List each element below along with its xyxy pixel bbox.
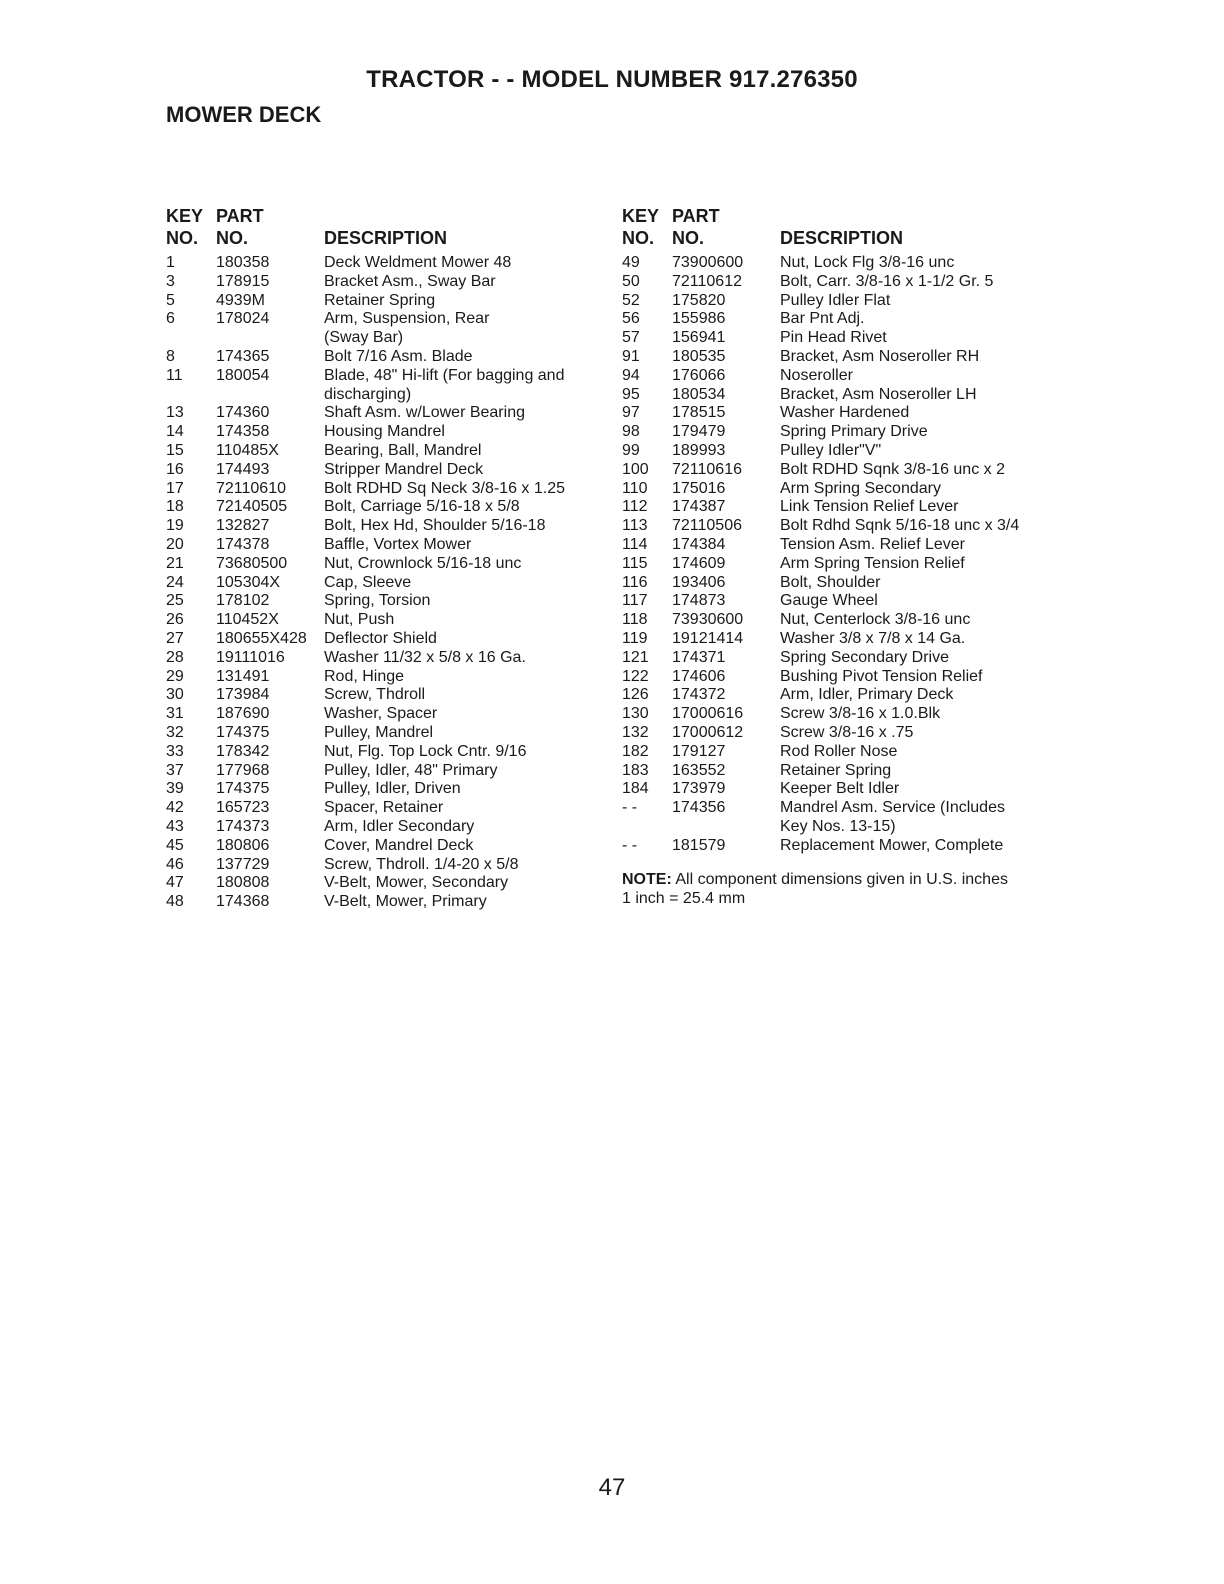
section-title: MOWER DECK	[166, 102, 322, 127]
table-row	[166, 292, 606, 311]
page-title: TRACTOR - - MODEL NUMBER 917.276350	[366, 66, 858, 93]
header-part: PART	[672, 206, 720, 226]
description: Nut, Push	[324, 611, 395, 629]
description: Bracket, Asm Noseroller RH	[780, 347, 980, 365]
key-no: 13	[166, 404, 184, 422]
description: Cap, Sleeve	[324, 573, 412, 591]
description: Arm, Idler Secondary	[324, 817, 475, 835]
key-no: 33	[166, 742, 184, 760]
key-no: 11	[166, 366, 183, 384]
key-no: 113	[622, 517, 648, 535]
key-no: 110	[622, 479, 648, 497]
description: Gauge Wheel	[780, 592, 878, 610]
table-row	[622, 592, 1062, 611]
table-row	[622, 423, 1062, 442]
table-row	[166, 686, 606, 705]
key-no: 21	[166, 554, 184, 572]
part-no: 165723	[216, 799, 270, 817]
part-no: 73680500	[216, 554, 288, 572]
key-no: 91	[622, 347, 640, 365]
description: Screw 3/8-16 x .75	[780, 723, 914, 741]
table-row	[166, 480, 606, 499]
part-no: 180808	[216, 874, 270, 892]
part-no: 174606	[672, 667, 726, 685]
part-no: 178342	[216, 742, 270, 760]
key-no: 117	[622, 592, 648, 610]
table-row	[166, 536, 606, 555]
description: Bolt, Hex Hd, Shoulder 5/16-18	[324, 517, 546, 535]
header-key: KEY	[166, 206, 204, 226]
key-no: 119	[622, 629, 648, 647]
part-no	[216, 329, 324, 348]
description: Bolt 7/16 Asm. Blade	[324, 347, 473, 365]
parts-list-left	[166, 254, 606, 912]
key-no: 18	[166, 498, 184, 516]
description: Spring, Torsion	[324, 592, 431, 610]
description: Retainer Spring	[780, 761, 892, 779]
column-header	[166, 206, 606, 254]
description: Keeper Belt Idler	[780, 780, 900, 798]
key-no: 6	[166, 310, 175, 328]
table-row	[622, 254, 1062, 273]
part-no: 177968	[216, 761, 270, 779]
description: Pulley Idler"V"	[780, 441, 882, 459]
part-no	[672, 818, 780, 837]
table-row	[622, 310, 1062, 329]
table-row	[622, 574, 1062, 593]
key-no: 115	[622, 554, 648, 572]
key-no: 1	[166, 254, 175, 271]
part-no: 73900600	[672, 254, 744, 271]
key-no: 31	[166, 705, 184, 723]
key-no: 118	[622, 611, 648, 629]
part-no: 131491	[216, 667, 270, 685]
key-no: 48	[166, 893, 184, 911]
table-row	[622, 292, 1062, 311]
part-no: 181579	[672, 836, 726, 854]
part-no: 105304X	[216, 573, 281, 591]
table-row	[622, 780, 1062, 799]
key-no: 8	[166, 347, 175, 365]
part-no: 174358	[216, 423, 270, 441]
key-no: 183	[622, 761, 649, 779]
key-no: 27	[166, 629, 184, 647]
description: Retainer Spring	[324, 291, 436, 309]
description: Bearing, Ball, Mandrel	[324, 441, 482, 459]
part-no: 174375	[216, 780, 270, 798]
description: Pulley, Mandrel	[324, 723, 434, 741]
part-no: 174609	[672, 554, 726, 572]
table-row	[622, 837, 1062, 856]
key-no: 184	[622, 780, 649, 798]
part-no: 175820	[672, 291, 726, 309]
part-no: 137729	[216, 855, 270, 873]
part-no: 178515	[672, 404, 726, 422]
page-number: 47	[598, 1474, 626, 1501]
key-no: 52	[622, 291, 640, 309]
part-no: 174360	[216, 404, 270, 422]
description: Cover, Mandrel Deck	[324, 836, 474, 854]
table-row	[622, 724, 1062, 743]
table-row	[166, 517, 606, 536]
part-no: 174378	[216, 535, 270, 553]
key-no: 46	[166, 855, 184, 873]
parts-list-right	[622, 254, 1062, 856]
table-row	[622, 668, 1062, 687]
description: Washer 3/8 x 7/8 x 14 Ga.	[780, 629, 966, 647]
part-no: 174375	[216, 723, 270, 741]
table-row	[166, 724, 606, 743]
part-no: 193406	[672, 573, 726, 591]
table-row	[166, 611, 606, 630]
header-description: DESCRIPTION	[780, 228, 904, 248]
table-row	[622, 555, 1062, 574]
description: Stripper Mandrel Deck	[324, 460, 484, 478]
table-row	[166, 404, 606, 423]
key-no: - -	[622, 799, 638, 817]
part-no: 72140505	[216, 498, 288, 516]
key-no: 126	[622, 686, 649, 704]
description: Bolt RDHD Sq Neck 3/8-16 x 1.25	[324, 479, 565, 497]
part-no: 17000616	[672, 705, 744, 723]
description: Arm Spring Secondary	[780, 479, 941, 497]
description: Pulley Idler Flat	[780, 291, 891, 309]
description: Replacement Mower, Complete	[780, 836, 1004, 854]
part-no: 174372	[672, 686, 726, 704]
description: Spacer, Retainer	[324, 799, 444, 817]
part-no: 110485X	[216, 441, 279, 459]
parts-column-right	[622, 206, 1062, 908]
part-no: 72110616	[672, 460, 742, 478]
table-row	[166, 630, 606, 649]
key-no: 121	[622, 648, 649, 666]
key-no	[166, 329, 216, 348]
table-row	[166, 348, 606, 367]
part-no: 178915	[216, 272, 270, 290]
key-no: 26	[166, 611, 184, 629]
description: V-Belt, Mower, Primary	[324, 893, 487, 911]
description: Rod Roller Nose	[780, 742, 898, 760]
table-row	[622, 517, 1062, 536]
description: Pulley, Idler, 48" Primary	[324, 761, 498, 779]
key-no: 182	[622, 742, 649, 760]
description: Bolt, Carr. 3/8-16 x 1-1/2 Gr. 5	[780, 272, 994, 290]
note-conversion: 1 inch = 25.4 mm	[622, 889, 746, 907]
description: Noseroller	[780, 366, 853, 384]
key-no: 56	[622, 310, 640, 328]
part-no: 179479	[672, 423, 726, 441]
key-no: 39	[166, 780, 184, 798]
description: Washer, Spacer	[324, 705, 438, 723]
part-no: 72110506	[672, 517, 742, 535]
part-no: 110452X	[216, 611, 279, 629]
header-part: PART	[216, 206, 264, 226]
table-row	[622, 367, 1062, 386]
description: Tension Asm. Relief Lever	[780, 535, 965, 553]
part-no	[216, 386, 324, 405]
description: Mandrel Asm. Service (Includes	[780, 799, 1005, 817]
table-row	[166, 329, 606, 348]
table-row	[166, 555, 606, 574]
key-no: 94	[622, 366, 640, 384]
key-no: 28	[166, 648, 184, 666]
description: discharging)	[324, 385, 412, 403]
table-row	[622, 480, 1062, 499]
table-row	[166, 705, 606, 724]
part-no: 72110612	[672, 272, 742, 290]
table-row	[166, 799, 606, 818]
table-row	[166, 273, 606, 292]
table-row	[166, 461, 606, 480]
part-no: 19121414	[672, 629, 744, 647]
key-no: 25	[166, 592, 184, 610]
part-no: 174356	[672, 799, 726, 817]
key-no: 5	[166, 291, 175, 309]
note	[622, 870, 1062, 908]
description: Nut, Lock Flg 3/8-16 unc	[780, 254, 955, 271]
key-no: 98	[622, 423, 640, 441]
description: Baffle, Vortex Mower	[324, 535, 472, 553]
part-no: 174384	[672, 535, 726, 553]
part-no: 180534	[672, 385, 726, 403]
table-row	[622, 386, 1062, 405]
table-row	[166, 762, 606, 781]
table-row	[622, 461, 1062, 480]
part-no: 4939M	[216, 291, 265, 309]
description: Nut, Crownlock 5/16-18 unc	[324, 554, 522, 572]
key-no: 57	[622, 329, 640, 347]
key-no: 32	[166, 723, 184, 741]
part-no: 189993	[672, 441, 726, 459]
key-no: 122	[622, 667, 649, 685]
description: Bolt, Shoulder	[780, 573, 881, 591]
table-row	[622, 743, 1062, 762]
description: Screw, Thdroll. 1/4-20 x 5/8	[324, 855, 519, 873]
key-no: 100	[622, 460, 649, 478]
key-no: 47	[166, 874, 184, 892]
table-row	[166, 367, 606, 386]
key-no: 45	[166, 836, 184, 854]
part-no: 174873	[672, 592, 726, 610]
description: Bolt RDHD Sqnk 3/8-16 unc x 2	[780, 460, 1005, 478]
table-row	[166, 254, 606, 273]
table-row	[166, 668, 606, 687]
description: Bracket, Asm Noseroller LH	[780, 385, 977, 403]
part-no: 180054	[216, 366, 270, 384]
part-no: 180535	[672, 347, 726, 365]
description: Link Tension Relief Lever	[780, 498, 959, 516]
key-no: 19	[166, 517, 184, 535]
table-row	[622, 442, 1062, 461]
part-no: 156941	[672, 329, 726, 347]
table-row	[166, 893, 606, 912]
description: Nut, Flg. Top Lock Cntr. 9/16	[324, 742, 527, 760]
note-label: NOTE:	[622, 870, 672, 888]
description: Deck Weldment Mower 48	[324, 254, 512, 271]
table-row	[166, 856, 606, 875]
table-row	[622, 348, 1062, 367]
description: Deflector Shield	[324, 629, 437, 647]
header-part-no: NO.	[216, 228, 249, 248]
key-no	[166, 386, 216, 405]
part-no: 72110610	[216, 479, 286, 497]
description: Pulley, Idler, Driven	[324, 780, 461, 798]
description: Blade, 48" Hi-lift (For bagging and	[324, 366, 565, 384]
description: Housing Mandrel	[324, 423, 445, 441]
part-no: 174371	[672, 648, 726, 666]
part-no: 180655X428	[216, 629, 307, 647]
header-key-no: NO.	[166, 228, 199, 248]
key-no: 132	[622, 723, 649, 741]
key-no: 43	[166, 817, 184, 835]
part-no: 174365	[216, 347, 270, 365]
table-row	[166, 442, 606, 461]
key-no: 17	[166, 479, 184, 497]
part-no: 179127	[672, 742, 726, 760]
header-part-no: NO.	[672, 228, 705, 248]
table-row	[166, 574, 606, 593]
parts-column-left	[166, 206, 606, 912]
description: Screw, Thdroll	[324, 686, 426, 704]
key-no: 49	[622, 254, 640, 271]
table-row	[622, 611, 1062, 630]
part-no: 176066	[672, 366, 726, 384]
table-row	[166, 386, 606, 405]
key-no: 112	[622, 498, 648, 516]
key-no: 24	[166, 573, 184, 591]
description: Washer Hardened	[780, 404, 910, 422]
header-key-no: NO.	[622, 228, 655, 248]
table-row	[166, 592, 606, 611]
part-no: 178024	[216, 310, 270, 328]
key-no: 130	[622, 705, 649, 723]
description: Screw 3/8-16 x 1.0.Blk	[780, 705, 941, 723]
key-no: 29	[166, 667, 184, 685]
table-row	[622, 762, 1062, 781]
description: Rod, Hinge	[324, 667, 405, 685]
table-row	[622, 536, 1062, 555]
part-no: 180358	[216, 254, 270, 271]
table-row	[622, 818, 1062, 837]
key-no: 114	[622, 535, 648, 553]
table-row	[166, 498, 606, 517]
part-no: 132827	[216, 517, 270, 535]
table-row	[166, 837, 606, 856]
key-no: 37	[166, 761, 184, 779]
table-row	[622, 273, 1062, 292]
header-key: KEY	[622, 206, 660, 226]
part-no: 174387	[672, 498, 726, 516]
description: Arm Spring Tension Relief	[780, 554, 965, 572]
description: Bolt Rdhd Sqnk 5/16-18 unc x 3/4	[780, 517, 1020, 535]
key-no: 116	[622, 573, 648, 591]
table-row	[622, 705, 1062, 724]
description: Bushing Pivot Tension Relief	[780, 667, 983, 685]
table-row	[166, 310, 606, 329]
table-row	[166, 818, 606, 837]
description: Shaft Asm. w/Lower Bearing	[324, 404, 525, 422]
part-no: 163552	[672, 761, 726, 779]
description: Arm, Idler, Primary Deck	[780, 686, 954, 704]
description: V-Belt, Mower, Secondary	[324, 874, 509, 892]
table-row	[622, 799, 1062, 818]
part-no: 178102	[216, 592, 270, 610]
description: Nut, Centerlock 3/8-16 unc	[780, 611, 971, 629]
table-row	[622, 404, 1062, 423]
column-header	[622, 206, 1062, 254]
part-no: 174368	[216, 893, 270, 911]
description: Pin Head Rivet	[780, 329, 887, 347]
table-row	[622, 329, 1062, 348]
key-no: 20	[166, 535, 184, 553]
part-no: 175016	[672, 479, 726, 497]
description: Arm, Suspension, Rear	[324, 310, 490, 328]
header-description: DESCRIPTION	[324, 228, 448, 248]
note-text: All component dimensions given in U.S. inches	[675, 870, 1008, 888]
part-no: 19111016	[216, 648, 285, 666]
table-row	[166, 780, 606, 799]
key-no: 99	[622, 441, 640, 459]
key-no	[622, 818, 672, 837]
key-no: 15	[166, 441, 184, 459]
table-row	[622, 498, 1062, 517]
table-row	[622, 649, 1062, 668]
part-no: 73930600	[672, 611, 744, 629]
description: Bracket Asm., Sway Bar	[324, 272, 496, 290]
table-row	[166, 423, 606, 442]
part-no: 173979	[672, 780, 726, 798]
description: Spring Secondary Drive	[780, 648, 949, 666]
table-row	[622, 630, 1062, 649]
description: Spring Primary Drive	[780, 423, 928, 441]
table-row	[622, 686, 1062, 705]
table-row	[166, 649, 606, 668]
table-row	[166, 874, 606, 893]
part-no: 155986	[672, 310, 726, 328]
part-no: 17000612	[672, 723, 744, 741]
key-no: 97	[622, 404, 640, 422]
table-row	[166, 743, 606, 762]
part-no: 187690	[216, 705, 270, 723]
part-no: 174373	[216, 817, 270, 835]
key-no: 16	[166, 460, 184, 478]
key-no: 30	[166, 686, 184, 704]
part-no: 174493	[216, 460, 270, 478]
description: (Sway Bar)	[324, 329, 404, 347]
key-no: 14	[166, 423, 184, 441]
key-no: 3	[166, 272, 175, 290]
description: Bolt, Carriage 5/16-18 x 5/8	[324, 498, 520, 516]
key-no: 42	[166, 799, 184, 817]
description: Washer 11/32 x 5/8 x 16 Ga.	[324, 648, 526, 666]
key-no: 50	[622, 272, 640, 290]
part-no: 180806	[216, 836, 270, 854]
part-no: 173984	[216, 686, 270, 704]
key-no: - -	[622, 836, 638, 854]
key-no: 95	[622, 385, 640, 403]
description: Bar Pnt Adj.	[780, 310, 865, 328]
description: Key Nos. 13-15)	[780, 817, 896, 835]
